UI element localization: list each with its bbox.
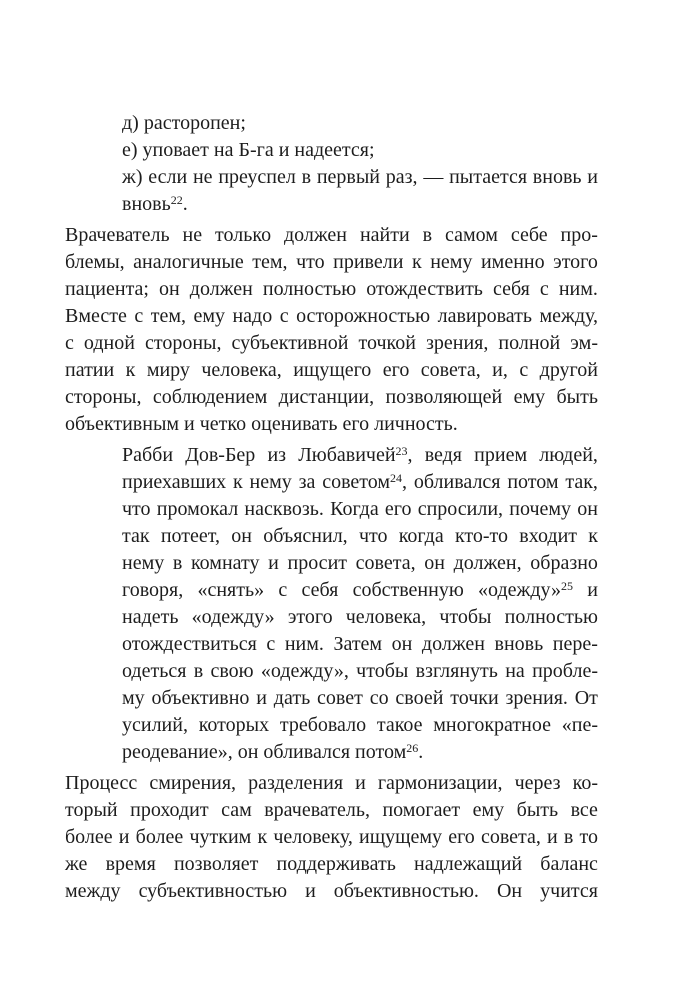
word: полностью — [504, 606, 598, 628]
word: «снять» — [197, 579, 265, 601]
word: найти — [359, 224, 410, 246]
word: более — [135, 826, 184, 848]
word: насквозь. — [244, 498, 324, 520]
word: требовало — [279, 714, 367, 736]
word: ним. — [558, 278, 598, 300]
word: с — [519, 359, 529, 381]
word: просит — [287, 552, 348, 574]
word: му — [122, 687, 145, 709]
word: и — [256, 687, 267, 709]
word: потеет, — [160, 525, 220, 547]
word: кто-то — [454, 525, 509, 547]
word: совета, — [420, 359, 481, 381]
word: многократное — [433, 714, 551, 736]
word: комнату — [190, 552, 260, 574]
word: дистанции, — [278, 386, 375, 408]
word: нему — [430, 251, 473, 273]
word: и — [587, 166, 598, 188]
word: Когда — [330, 498, 379, 520]
word: зрения. — [505, 687, 568, 709]
word: быть — [516, 799, 559, 821]
word: Он — [496, 880, 523, 902]
footnote-marker: 22 — [170, 193, 183, 207]
word: ко- — [572, 772, 598, 794]
word: он — [159, 278, 180, 300]
word: он — [424, 552, 445, 574]
word: и — [587, 579, 598, 601]
word: он — [391, 633, 413, 655]
text-line: реодевание», он обливался потом$^{26}$. — [122, 741, 424, 763]
paragraph-block-process — [65, 770, 598, 905]
word: взглянуть — [415, 660, 498, 682]
word: «одежду», — [260, 660, 349, 682]
word: смирения, — [149, 772, 237, 794]
word: к — [257, 826, 268, 848]
word: врачеватель, — [264, 799, 370, 821]
word: и — [118, 826, 130, 848]
word: и — [547, 826, 558, 848]
word: Любавичей$^{23}$, — [298, 444, 413, 466]
word: в — [193, 660, 204, 682]
word: собственную — [352, 579, 464, 601]
word: почему — [509, 498, 572, 520]
word: своей — [395, 687, 444, 709]
word: объективностью. — [333, 880, 479, 902]
word: приехавших — [122, 471, 227, 493]
word: должен — [189, 278, 253, 300]
word: чтобы — [439, 606, 492, 628]
word: пробле- — [532, 660, 598, 682]
word: быть — [556, 386, 598, 408]
word: что — [122, 498, 151, 520]
word: с — [65, 332, 74, 354]
word: именно — [480, 251, 545, 273]
text-line: вновь$^{22}$. — [122, 193, 188, 215]
text-line — [122, 496, 598, 523]
footnote-marker: 24 — [390, 471, 403, 485]
word: Дов-Бер — [185, 444, 256, 466]
word: первый — [316, 166, 380, 188]
word: между, — [539, 305, 598, 327]
word: объективно — [151, 687, 250, 709]
footnote-marker: 26 — [406, 741, 419, 755]
word: и — [305, 880, 316, 902]
word: ему — [193, 305, 225, 327]
word: он — [231, 525, 252, 547]
word: тем, — [252, 251, 288, 273]
text-line — [65, 276, 598, 303]
text-line — [122, 631, 598, 658]
word: в — [563, 826, 574, 848]
word: полной — [498, 332, 561, 354]
text-line — [65, 249, 598, 276]
text-line — [65, 770, 598, 797]
word: зрения, — [425, 332, 489, 354]
word: полностью — [262, 278, 357, 300]
text-line — [122, 523, 598, 550]
word: человека, — [201, 359, 282, 381]
word: его — [384, 498, 412, 520]
word: про- — [560, 224, 598, 246]
word: помогает — [382, 799, 461, 821]
text-line — [65, 303, 598, 330]
word: только — [215, 224, 272, 246]
word: и — [355, 772, 366, 794]
word: проходит — [130, 799, 209, 821]
word: чтобы — [356, 660, 409, 682]
word: вновь — [494, 633, 544, 655]
word: преуспел — [218, 166, 296, 188]
word: должен — [283, 224, 348, 246]
word: с — [134, 305, 144, 327]
quote-block-rabbi-dov-ber — [122, 442, 598, 766]
text-line — [65, 878, 598, 905]
footnote-marker: 25 — [561, 579, 573, 593]
text-line: д) расторопен; — [122, 112, 246, 134]
word: субъективной — [231, 332, 349, 354]
word: прием — [474, 444, 528, 466]
word: этого — [287, 606, 333, 628]
word: его — [382, 359, 410, 381]
word: миру — [146, 359, 190, 381]
word: ему — [513, 386, 546, 408]
footnote-marker: 23 — [395, 444, 408, 458]
word: должен, — [453, 552, 522, 574]
word: промокал — [156, 498, 239, 520]
text-line — [65, 357, 598, 384]
word: потом — [507, 471, 559, 493]
word: «пе- — [561, 714, 598, 736]
word: объяснил, — [263, 525, 348, 547]
text-line — [65, 851, 598, 878]
word: в — [422, 224, 433, 246]
word: советом$^{24}$, — [322, 471, 408, 493]
word: отождествиться — [122, 633, 257, 655]
word: ведя — [424, 444, 463, 466]
word: привели — [333, 251, 404, 273]
word: из — [267, 444, 287, 466]
word: «одежду»$^{25}$ — [478, 579, 573, 601]
word: сам — [221, 799, 252, 821]
word: одной — [83, 332, 135, 354]
word: ж) — [122, 166, 143, 188]
list-block — [122, 110, 598, 218]
word: ему — [472, 799, 505, 821]
word: патии — [65, 359, 115, 381]
word: так, — [565, 471, 598, 493]
word: и, — [492, 359, 508, 381]
word: ищущего — [293, 359, 372, 381]
text-line — [122, 469, 598, 496]
word: раз, — [385, 166, 418, 188]
word: спросили, — [417, 498, 504, 520]
word: эм- — [570, 332, 598, 354]
text-line — [65, 222, 598, 249]
word: к — [125, 359, 136, 381]
word: между — [65, 880, 121, 902]
word: себя — [301, 579, 339, 601]
word: его — [448, 826, 475, 848]
word: в — [301, 166, 312, 188]
word: торый — [65, 799, 118, 821]
text-line — [122, 712, 598, 739]
word: нему — [122, 552, 165, 574]
word: — — [423, 166, 444, 188]
word: на — [505, 660, 525, 682]
word: позволяющей — [385, 386, 503, 408]
page-text-content — [65, 110, 598, 909]
word: «одежду» — [191, 606, 275, 628]
word: совета, — [355, 552, 416, 574]
word: свою — [210, 660, 254, 682]
word: баланс — [540, 853, 598, 875]
word: дать — [273, 687, 311, 709]
word: пытается — [449, 166, 528, 188]
word: нему — [249, 471, 292, 493]
word: что — [296, 251, 325, 273]
word: самом — [444, 224, 498, 246]
word: надо — [232, 305, 273, 327]
word: Затем — [333, 633, 383, 655]
word: учится — [540, 880, 598, 902]
word: с — [279, 305, 289, 327]
word: этого — [553, 251, 598, 273]
word: надлежащий — [413, 853, 523, 875]
word: что — [358, 525, 388, 547]
word: не — [192, 166, 213, 188]
word: к — [233, 471, 243, 493]
word: совета, — [480, 826, 541, 848]
word: субъективностью — [138, 880, 288, 902]
word: все — [570, 799, 598, 821]
text-line — [122, 685, 598, 712]
word: которых — [198, 714, 270, 736]
text-line: е) уповает на Б-га и надеется; — [122, 139, 375, 161]
word: через — [514, 772, 561, 794]
text-line — [122, 658, 598, 685]
word: не — [182, 224, 203, 246]
word: себя — [492, 278, 530, 300]
word: и — [268, 552, 279, 574]
word: человека, — [345, 606, 427, 628]
word: От — [574, 687, 598, 709]
word: одеться — [122, 660, 187, 682]
text-line — [65, 330, 598, 357]
word: вновь — [532, 166, 582, 188]
word: усилий, — [122, 714, 188, 736]
word: стороны, — [144, 332, 222, 354]
word: людей, — [539, 444, 598, 466]
word: точкой — [358, 332, 416, 354]
word: соблюдением — [152, 386, 268, 408]
text-line — [65, 384, 598, 411]
word: в — [172, 552, 183, 574]
word: входит — [519, 525, 578, 547]
word: осторожностью — [296, 305, 431, 327]
word: с — [278, 579, 288, 601]
word: блемы, — [65, 251, 125, 273]
word: совет — [317, 687, 363, 709]
word: позволяет — [173, 853, 259, 875]
text-line — [122, 442, 598, 469]
word: чутким — [189, 826, 252, 848]
text-line — [65, 824, 598, 851]
word: себе — [510, 224, 548, 246]
word: говоря, — [122, 579, 184, 601]
word: гармонизации, — [377, 772, 503, 794]
word: аналогичные — [133, 251, 244, 273]
word: должен — [421, 633, 485, 655]
text-line — [122, 550, 598, 577]
word: надеть — [122, 606, 179, 628]
word: человеку, — [273, 826, 353, 848]
word: ищущему — [359, 826, 443, 848]
word: тем, — [150, 305, 186, 327]
word: пере- — [552, 633, 598, 655]
word: образно — [530, 552, 598, 574]
text-line — [122, 577, 598, 604]
word: со — [369, 687, 389, 709]
word: он — [577, 498, 598, 520]
word: Процесс — [65, 772, 138, 794]
word: Рабби — [122, 444, 174, 466]
word: другой — [539, 359, 598, 381]
word: за — [298, 471, 316, 493]
word: обливался — [413, 471, 501, 493]
word: отождествить — [366, 278, 483, 300]
text-line — [122, 604, 598, 631]
word: лавировать — [437, 305, 532, 327]
word: пациента; — [65, 278, 149, 300]
word: же — [65, 853, 88, 875]
word: время — [105, 853, 156, 875]
word: Врачеватель — [65, 224, 170, 246]
text-line — [65, 797, 598, 824]
word: поддерживать — [276, 853, 396, 875]
word: то — [579, 826, 598, 848]
word: к — [411, 251, 422, 273]
text-line — [122, 164, 598, 191]
text-line: объективным и четко оценивать его личность. — [65, 413, 458, 435]
word: с — [266, 633, 276, 655]
word: Вместе — [65, 305, 127, 327]
word: к — [588, 525, 598, 547]
word: если — [148, 166, 188, 188]
word: ним. — [284, 633, 324, 655]
word: с — [539, 278, 549, 300]
word: стороны, — [65, 386, 142, 408]
paragraph-block-healer — [65, 222, 598, 438]
word: точки — [450, 687, 499, 709]
word: когда — [398, 525, 444, 547]
word: так — [122, 525, 150, 547]
word: более — [65, 826, 113, 848]
word: такое — [376, 714, 423, 736]
word: разделения — [248, 772, 344, 794]
